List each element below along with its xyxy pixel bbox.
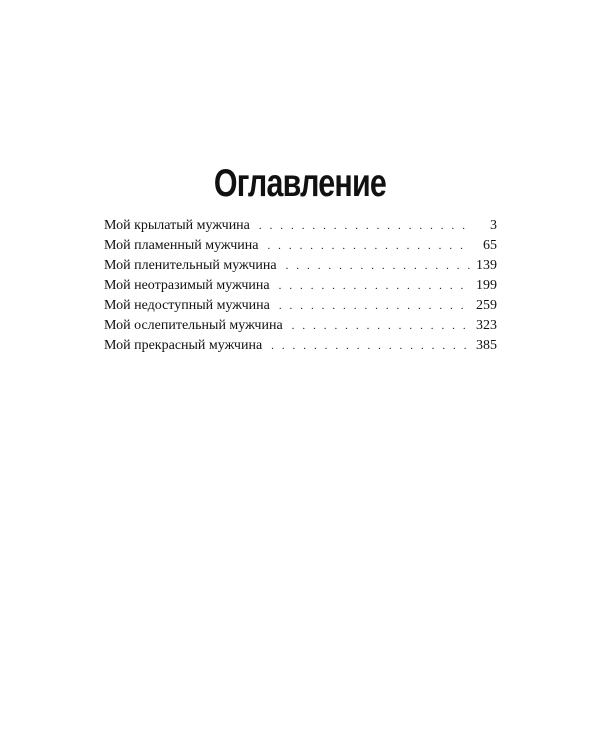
dot-leader [286, 256, 470, 276]
toc-entry-title: Мой пламенный мужчина [104, 238, 259, 253]
dot-leader [279, 276, 470, 296]
toc-entry[interactable] [104, 276, 497, 296]
toc-page-number: 259 [476, 298, 497, 313]
toc-entry[interactable] [104, 236, 497, 256]
toc-entry[interactable] [104, 296, 497, 316]
toc-entry-title: Мой ослепительный мужчина [104, 318, 283, 333]
toc-entry[interactable] [104, 336, 497, 356]
toc-page-number: 3 [490, 218, 497, 233]
dot-leader [271, 336, 470, 356]
table-of-contents [104, 216, 497, 356]
toc-entry-title: Мой неотразимый мужчина [104, 278, 270, 293]
toc-entry-title: Мой крылатый мужчина [104, 218, 250, 233]
toc-entry-title: Мой недоступный мужчина [104, 298, 270, 313]
toc-page-number: 323 [476, 318, 497, 333]
dot-leader [267, 236, 470, 256]
toc-page-number: 139 [476, 258, 497, 273]
toc-entry-title: Мой прекрасный мужчина [104, 338, 263, 353]
toc-entry[interactable] [104, 216, 497, 236]
dot-leader [292, 316, 470, 336]
toc-entry[interactable] [104, 256, 497, 276]
toc-page-number: 65 [483, 238, 497, 253]
toc-page-number: 199 [476, 278, 497, 293]
dot-leader [279, 296, 470, 316]
dot-leader [259, 216, 470, 236]
toc-entry[interactable] [104, 316, 497, 336]
toc-page-number: 385 [476, 338, 497, 353]
toc-entry-title: Мой пленительный мужчина [104, 258, 277, 273]
page-title: Оглавление [213, 162, 387, 206]
